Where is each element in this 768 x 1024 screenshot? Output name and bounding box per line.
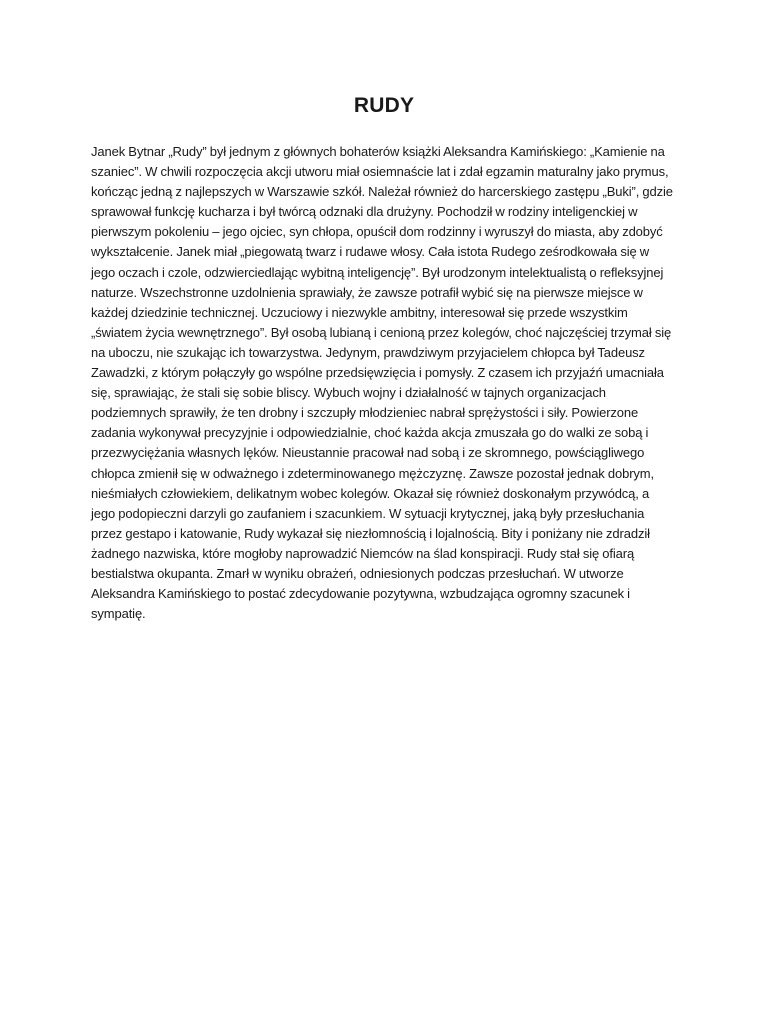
document-title: RUDY [353,94,415,117]
document-body-paragraph: Janek Bytnar „Rudy” był jednym z głównych bohaterów książki Aleksandra Kamińskiego: „Kamienie na szaniec”. W chwili rozpoczęcia akcji utworu miał osiemnaście lat i zdał egzamin maturalny jako prymus, kończąc jedną z najlepszych w Warszawie szkół. Należał również do harcerskiego zastępu „Buki”, gdzie sprawował funkcję kucharza i był twórcą odznaki dla drużyny. Pochodził w rodziny inteligenckiej w pierwszym pokoleniu – jego ojciec, syn chłopa, opuścił dom rodzinny i wyruszył do miasta, aby zdobyć wykształcenie. Janek miał „piegowatą twarz i rudawe włosy. Cała istota Rudego ześrodkowała się w jego oczach i czole, odzwierciedlając wybitną inteligencję”. Był urodzonym intelektualistą o refleksyjnej naturze. Wszechstronne uzdolnienia sprawiały, że zawsze potrafił wybić się na pierwsze miejsce w każdej dziedzinie technicznej. Uczuciowy i niezwykle ambitny, interesował się przede wszystkim „światem życia wewnętrznego”. Był osobą lubianą i cenioną przez kolegów, choć najczęściej trzymał się na uboczu, nie szukając ich towarzystwa. Jedynym, prawdziwym przyjacielem chłopca był Tadeusz Zawadzki, z którym połączyły go wspólne przedsięwzięcia i pomysły. Z czasem ich przyjaźń umacniała się, sprawiając, że stali się sobie bliscy. Wybuch wojny i działalność w tajnych organizacjach podziemnych sprawiły, że ten drobny i szczupły młodzieniec nabrał sprężystości i siły. Powierzone zadania wykonywał precyzyjnie i odpowiedzialnie, choć każda akcja zmuszała go do walki ze sobą i przezwyciężania własnych lęków. Nieustannie pracował nad sobą i ze skromnego, powściągliwego chłopca zmienił się w odważnego i zdeterminowanego mężczyznę. Zawsze pozostał jednak dobrym, nieśmiałych człowiekiem, delikatnym wobec kolegów. Okazał się również doskonałym przywódcą, a jego podopieczni darzyli go zaufaniem i szacunkiem. W sytuacji krytycznej, jaką były przesłuchania przez gestapo i katowanie, Rudy wykazał się niezłomnością i lojalnością. Bity i poniżany nie zdradził żadnego nazwiska, które mogłoby naprowadzić Niemców na ślad konspiracji. Rudy stał się ofiarą bestialstwa okupanta. Zmarł w wyniku obrażeń, odniesionych podczas przesłuchań. W utworze Aleksandra Kamińskiego to postać zdecydowanie pozytywna, wzbudzająca ogromny szacunek i sympatię. [91,144,673,622]
